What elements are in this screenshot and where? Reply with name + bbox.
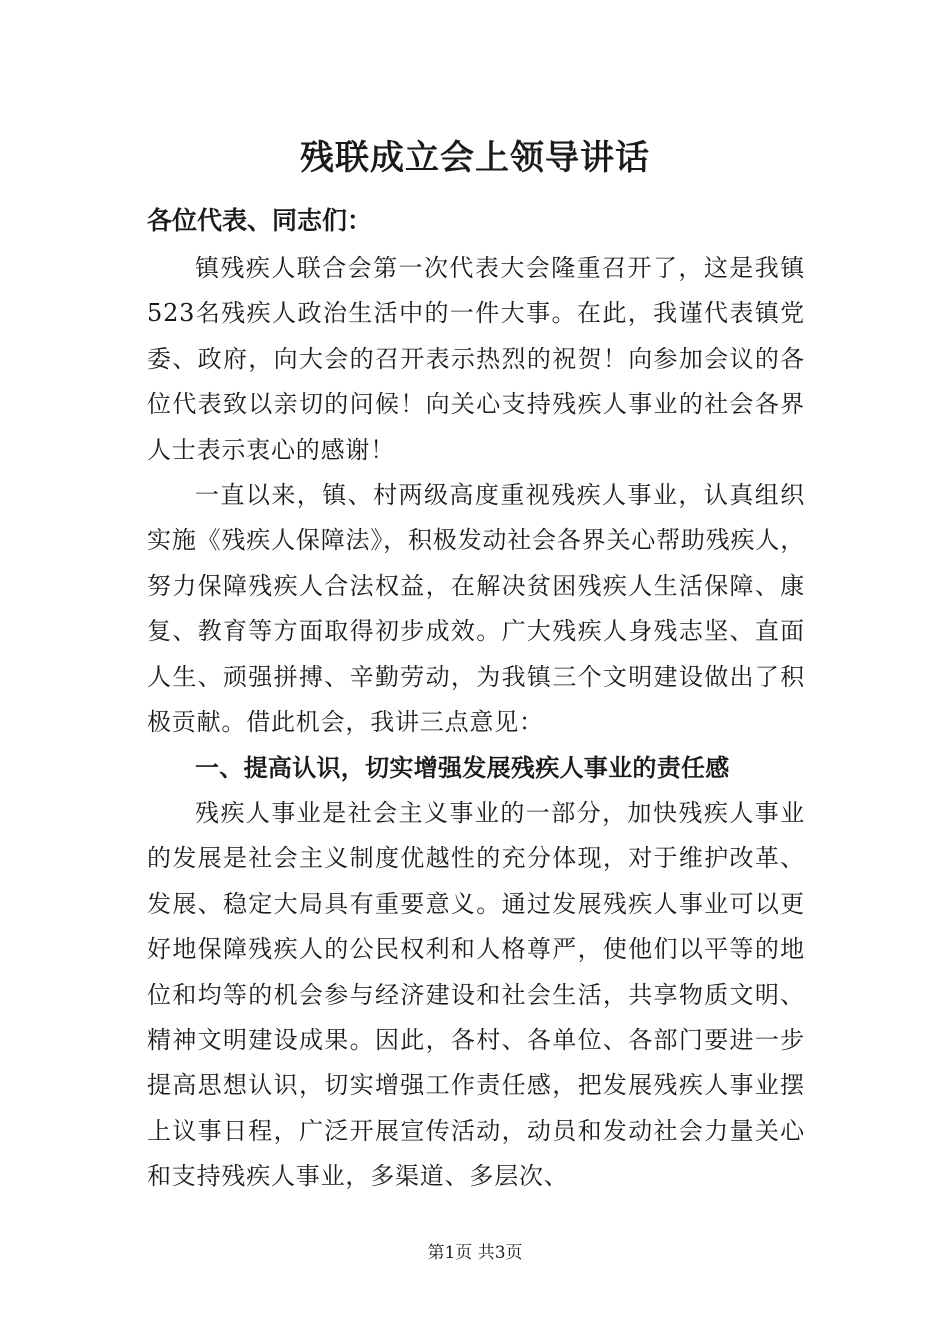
- page-indicator: 第1页 共3页: [427, 1243, 523, 1263]
- section-paragraph: 残疾人事业是社会主义事业的一部分，加快残疾人事业的发展是社会主义制度优越性的充分体现，对于维护改革、发展、稳定大局具有重要意义。通过发展残疾人事业可以更好地保障残疾人的公民权利和人格尊严，使他们以平等的地位和均等的机会参与经济建设和社会生活，共享物质文明、精神文明建设成果。因此，各村、各单位、各部门要进一步提高思想认识，切实增强工作责任感，把发展残疾人事业摆上议事日程，广泛开展宣传活动，动员和发动社会力量关心和支持残疾人事业，多渠道、多层次、: [147, 798, 805, 1191]
- document-body: [147, 246, 805, 1200]
- paragraph-background: 一直以来，镇、村两级高度重视残疾人事业，认真组织实施《残疾人保障法》，积极发动社会各界关心帮助残疾人，努力保障残疾人合法权益，在解决贫困残疾人生活保障、康复、教育等方面取得初步成效。广大残疾人身残志坚、直面人生、顽强拼搏、辛勤劳动，为我镇三个文明建设做出了积极贡献。借此机会，我讲三点意见：: [147, 481, 805, 737]
- paragraph-opening: 镇残疾人联合会第一次代表大会隆重召开了，这是我镇523名残疾人政治生活中的一件大事。在此，我谨代表镇党委、政府，向大会的召开表示热烈的祝贺！向参加会议的各位代表致以亲切的问候！向关心支持残疾人事业的社会各界人士表示衷心的感谢！: [147, 254, 805, 464]
- section-heading: 一、提高认识，切实增强发展残疾人事业的责任感: [195, 753, 730, 783]
- salutation: 各位代表、同志们：: [147, 206, 373, 235]
- document-title: 残联成立会上领导讲话: [300, 138, 650, 178]
